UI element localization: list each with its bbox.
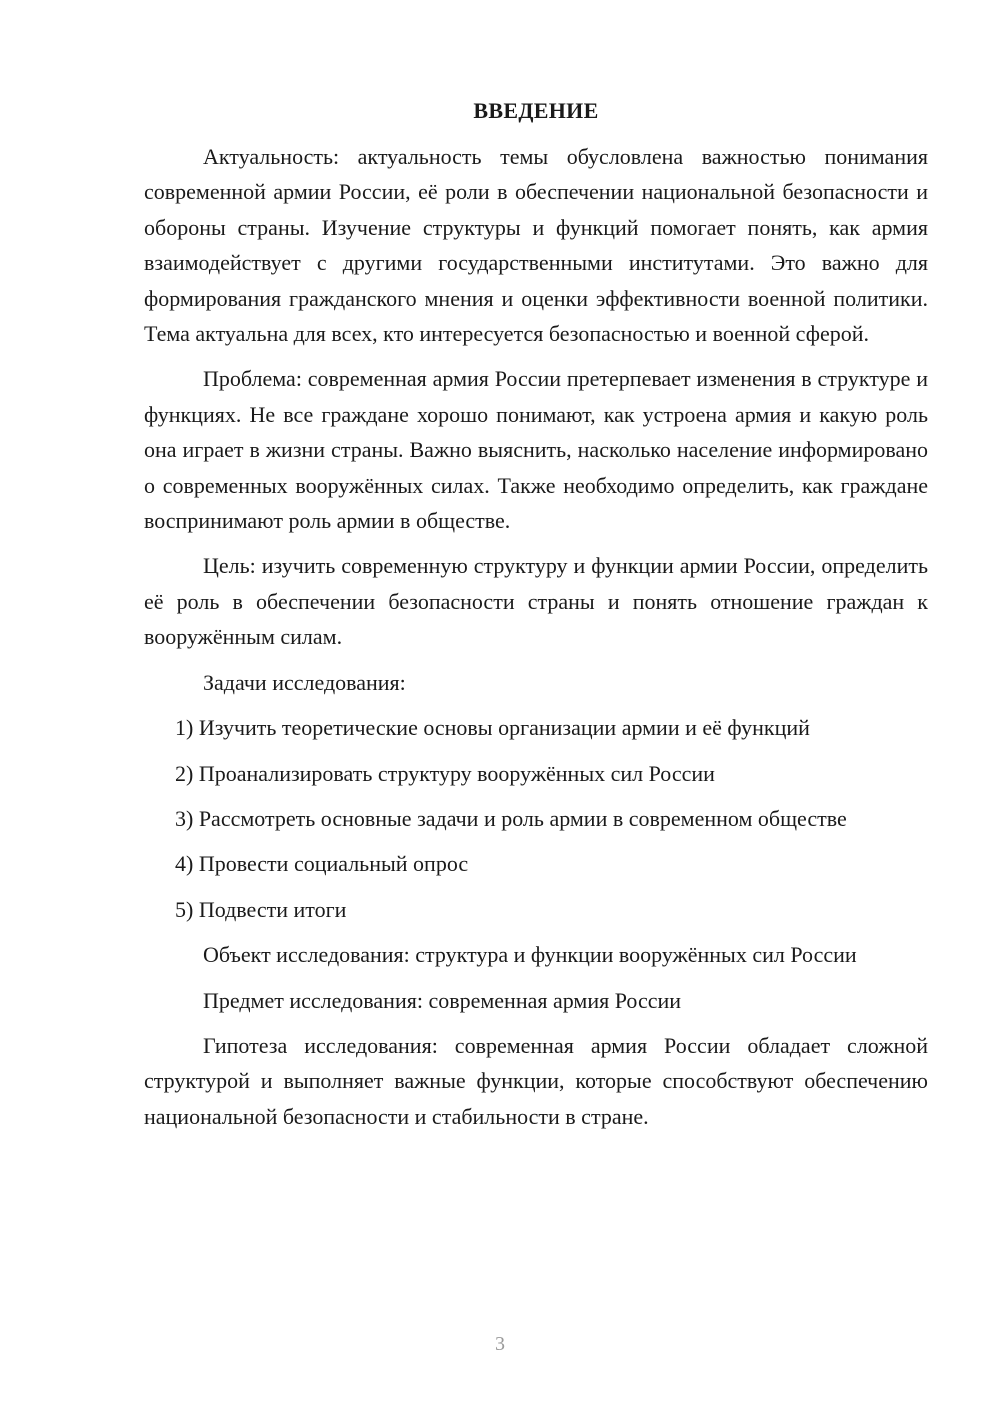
object-paragraph: Объект исследования: структура и функции вооружённых сил России — [203, 942, 857, 968]
page-title: ВВЕДЕНИЕ — [473, 98, 599, 123]
subject-paragraph: Предмет исследования: современная армия России — [203, 987, 682, 1013]
problem-paragraph: Проблема: современная армия России претерпевает изменения в структуре и функциях. Не все граждане хорошо понимают, как устроена армия и какую роль она играет в жизни страны. Важно выяснить, насколько население информировано о современных вооружённых силах. Также необходимо определить, как граждане воспринимают роль армии в обществе. — [144, 366, 928, 534]
tasks-heading: Задачи исследования: — [203, 669, 406, 695]
task-item-2: 2) Проанализировать структуру вооружённых сил России — [175, 760, 715, 786]
hypothesis-paragraph: Гипотеза исследования: современная армия России обладает сложной структурой и выполняет важные функции, которые способствуют обеспечению национальной безопасности и стабильности в стране. — [144, 1032, 928, 1129]
document-body — [144, 96, 928, 1144]
relevance-paragraph: Актуальность: актуальность темы обусловлена важностью понимания современной армии России, её роли в обеспечении национальной безопасности и обороны страны. Изучение структуры и функций помогает понять, как армия взаимодействует с другими государственными институтами. Это важно для формирования гражданского мнения и оценки эффективности военной политики. Тема актуальна для всех, кто интересуется безопасностью и военной сферой. — [144, 144, 928, 347]
task-item-5: 5) Подвести итоги — [175, 896, 347, 922]
task-item-3: 3) Рассмотреть основные задачи и роль армии в современном обществе — [175, 805, 847, 831]
task-item-1: 1) Изучить теоретические основы организации армии и её функций — [175, 715, 810, 741]
goal-paragraph: Цель: изучить современную структуру и функции армии России, определить её роль в обеспечении безопасности страны и понять отношение граждан к вооружённым силам. — [144, 553, 928, 650]
task-item-4: 4) Провести социальный опрос — [175, 851, 469, 877]
page-number: 3 — [495, 1333, 505, 1355]
